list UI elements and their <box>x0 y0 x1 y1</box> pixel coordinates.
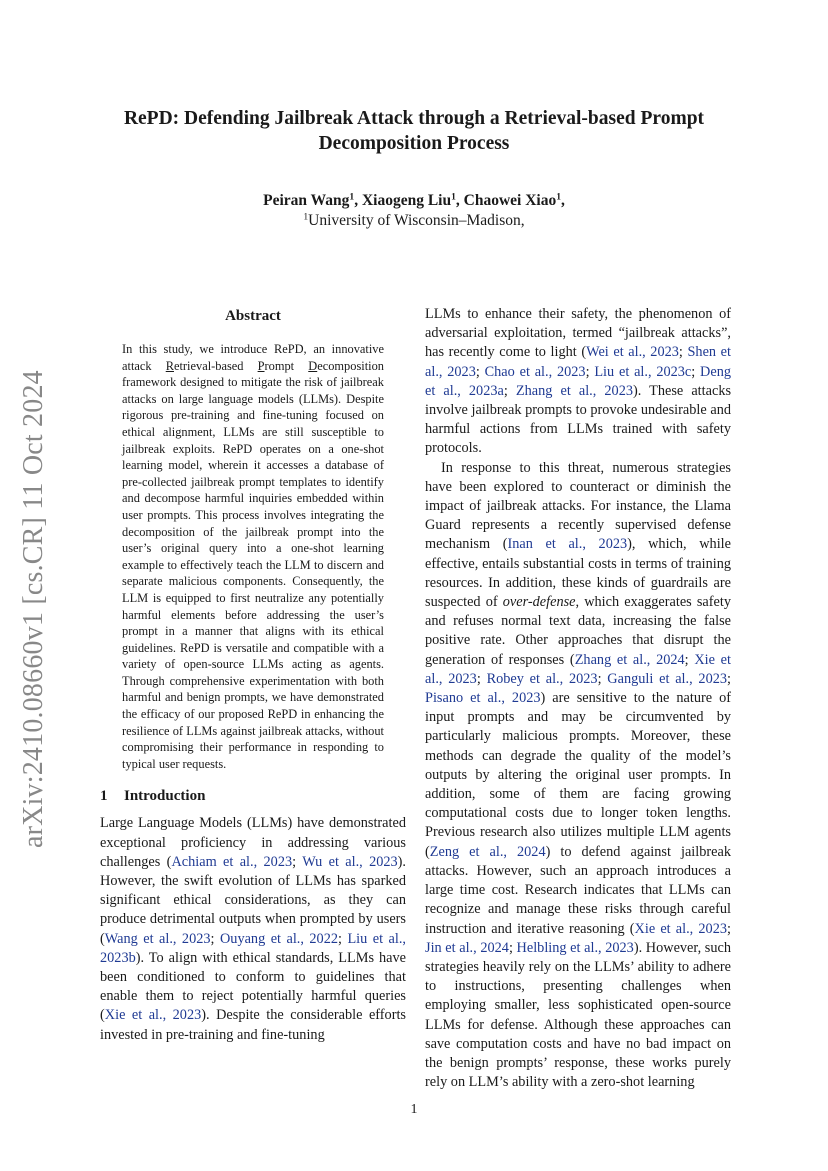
author-list: Peiran Wang$^1$, Xiaogeng Liu$^1$, Chaowei Xiao$^1$, <box>263 191 565 209</box>
citation-link[interactable]: Helbling et al., 2023 <box>516 939 634 956</box>
citation-link[interactable]: Liu et al., 2023b <box>100 930 406 966</box>
citation-link[interactable]: Xie et al., 2023 <box>425 651 731 687</box>
citation-link[interactable]: Jin et al., 2024 <box>425 939 509 956</box>
citation-link[interactable]: Pisano et al., 2023 <box>425 690 541 707</box>
affiliation: $^1$University of Wisconsin–Madison, <box>303 211 525 229</box>
author-name: Peiran Wang <box>263 192 350 209</box>
author-name: Chaowei Xiao <box>463 192 557 209</box>
citation-link[interactable]: Wang et al., 2023 <box>104 930 211 947</box>
citation-link[interactable]: Wu et al., 2023 <box>302 853 398 870</box>
citation-link[interactable]: Chao et al., 2023 <box>484 363 586 380</box>
citation-link[interactable]: Xie et al., 2023 <box>634 920 727 937</box>
citation-link[interactable]: Zhang et al., 2023 <box>515 382 633 399</box>
citation-link[interactable]: Robey et al., 2023 <box>486 670 598 687</box>
right-column <box>425 305 731 1092</box>
citation-link[interactable]: Ganguli et al., 2023 <box>607 670 728 687</box>
citation-link[interactable]: Zeng et al., 2024 <box>429 843 546 860</box>
citation-link[interactable]: Ouyang et al., 2022 <box>219 930 338 947</box>
author-name: Xiaogeng Liu <box>361 192 452 209</box>
intro-paragraph-1-continued: LLMs to enhance their safety, the phenomenon of adversarial exploitation, termed “jailbreak attacks”, has recently come to light (Wei et al., 2023; Shen et al., 2023; Chao et al., 2023; Liu et al., 2023c; Deng et al., 2023a; Zhang et al., 2023). These attacks involve jailbreak prompts to provoke undesirable and harmful actions from LLMs trained with safety protocols. <box>425 306 732 457</box>
citation-link[interactable]: Xie et al., 2023 <box>104 1007 202 1024</box>
citation-link[interactable]: Wei et al., 2023 <box>586 344 679 361</box>
arxiv-identifier: arXiv:2410.08660v1 [cs.CR] 11 Oct 2024 <box>18 370 49 848</box>
citation-link[interactable]: Zhang et al., 2024 <box>574 651 685 668</box>
abstract-heading: Abstract <box>225 308 281 324</box>
citation-link[interactable]: Shen et al., 2023 <box>425 344 731 380</box>
intro-paragraph-1: Large Language Models (LLMs) have demonstrated exceptional proficiency in addressing various challenges (Achiam et al., 2023; Wu et al., 2023). However, the swift evolution of LLMs has sparked significant ethical considerations, as they can produce detrimental outputs when prompted by users (Wang et al., 2023; Ouyang et al., 2022; Liu et al., 2023b). To align with ethical standards, LLMs have been conditioned to conform to guidelines that enable them to reject potentially harmful queries (Xie et al., 2023). Despite the considerable efforts invested in pre-training and fine-tuning <box>100 815 407 1043</box>
citation-link[interactable]: Liu et al., 2023c <box>594 363 692 380</box>
paper-title: RePD: Defending Jailbreak Attack through a Retrieval-based Prompt Decomposition Process <box>123 108 705 154</box>
section-heading-introduction: 1 Introduction <box>100 788 206 805</box>
page-number: 1 <box>410 1102 418 1117</box>
left-column <box>100 305 406 1045</box>
citation-link[interactable]: Achiam et al., 2023 <box>171 853 293 870</box>
citation-link[interactable]: Deng et al., 2023a <box>425 363 732 399</box>
citation-link[interactable]: Inan et al., 2023 <box>507 536 628 553</box>
abstract-text: In this study, we introduce RePD, an innovative attack Retrieval-based Prompt Decomposition framework designed to mitigate the risk of jailbreak attacks on large language models (LLMs). Despite rigorous pre-training and fine-tuning focused on ethical alignment, LLMs are still susceptible to jailbreak exploits. RePD operates on a one-shot learning model, wherein it accesses a database of pre-collected jailbreak prompt templates to identify and decompose harmful inquiries embedded within user prompts. This process involves integrating the decomposition of the jailbreak prompt into the user’s original query into a one-shot learning example to effectively teach the LLM to discern and separate malicious components. Consequently, the LLM is equipped to first neutralize any potentially harmful elements before addressing the user’s prompt in a manner that aligns with its ethical guidelines. RePD is versatile and compatible with a variety of open-source LLMs acting as agents. Through comprehensive experimentation with both harmful and benign prompts, we have demonstrated the efficacy of our proposed RePD in enhancing the resilience of LLMs against jailbreak attacks, without compromising their performance in responding to typical user requests. <box>122 342 384 771</box>
intro-paragraph-2: In response to this threat, numerous strategies have been explored to counteract or diminish the impact of jailbreak attacks. For instance, the Llama Guard represents a recently supervised defense mechanism (Inan et al., 2023), which, while effective, entails substantial costs in terms of training resources. In addition, these kinds of guardrails are suspected of over-defense, which exaggerates safety and refuses normal text data, increasing the false positive rate. Other approaches that disrupt the generation of responses (Zhang et al., 2024; Xie et al., 2023; Robey et al., 2023; Ganguli et al., 2023; Pisano et al., 2023) are sensitive to the nature of input prompts and may be circumvented by particularly malicious prompts. Moreover, these methods can degrade the quality of the model’s outputs by altering the original user prompts. In addition, some of them are facing growing computational costs due to longer token lengths. Previous research also utilizes multiple LLM agents (Zeng et al., 2024) to defend against jailbreak attacks. However, such an approach introduces a large time cost. Research indicates that LLMs can recognize and manage these risks through careful instruction and iterative reasoning (Xie et al., 2023; Jin et al., 2024; Helbling et al., 2023). However, such strategies heavily rely on the LLMs’ ability to adhere to instructions, presenting challenges when employing smaller, less sophisticated open-source LLMs for defense. Although these approaches can save computation costs and have no bad impact on the benign prompts’ response, these works purely rely on LLM’s ability with a zero-shot learning <box>425 459 732 1091</box>
